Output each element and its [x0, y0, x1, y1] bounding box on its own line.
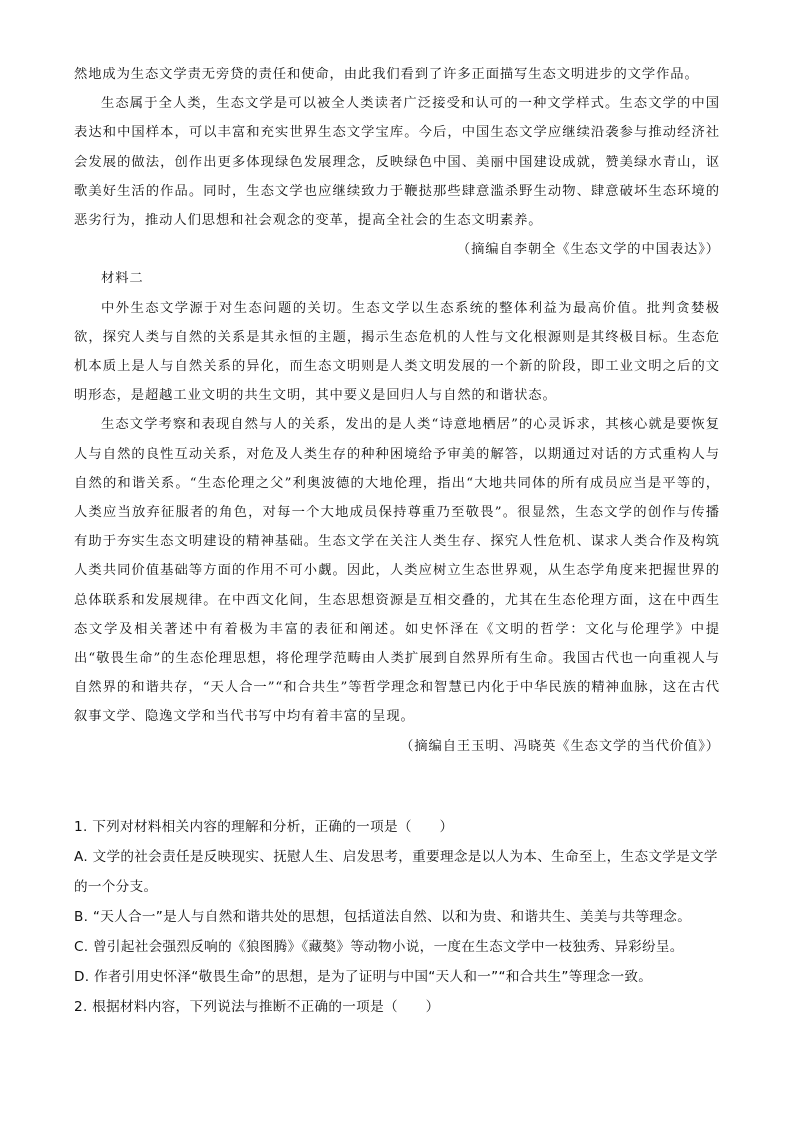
question-1-option-d: D. 作者引用史怀泽“敬畏生命”的思想，是为了证明与中国“天人和一”“和合共生”等理念一致。	[74, 969, 653, 985]
material-two-heading: 材料二	[101, 271, 144, 287]
paragraph-ecology-for-humanity: 生态属于全人类，生态文学是可以被全人类读者广泛接受和认可的一种文学样式。生态文学的中国表达和中国样本，可以丰富和充实世界生态文学宝库。今后，中国生态文学应继续沿袭参与推动经济社会发展的做法，创作出更多体现绿色发展理念，反映绿色中国、美丽中国建设成就，赞美绿水青山，讴歌美好生活的作品。同时，生态文学也应继续致力于鞭挞那些肆意滥杀野生动物、肆意破坏生态环境的恶劣行为，推动人们思想和社会观念的变革，提高全社会的生态文明素养。	[74, 96, 720, 229]
paragraph-ecology-relations: 生态文学考察和表现自然与人的关系，发出的是人类“诗意地栖居”的心灵诉求，其核心就是要恢复人与自然的良性互动关系，对危及人类生存的种种困境给予审美的解答，以期通过对话的方式重构人与自然的和谐关系。“生态伦理之父”利奥波德的大地伦理，指出“大地共同体的所有成员应当是平等的，人类应当放弃征服者的角色，对每一个大地成员保持尊重乃至敬畏”。很显然，生态文学的创作与传播有助于夯实生态文明建设的精神基础。生态文学在关注人类生存、探究人性危机、谋求人类合作及构筑人类共同价值基础等方面的作用不可小觑。因此，人类应树立生态世界观，从生态学角度来把握世界的总体联系和发展规律。在中西文化间，生态思想资源是互相交叠的，尤其在生态伦理方面，这在中西生态文学及相关著述中有着极为丰富的表征和阐述。如史怀泽在《文明的哲学：文化与伦理学》中提出“敬畏生命”的生态伦理思想，将伦理学范畴由人类扩展到自然界所有生命。我国古代也一向重视人与自然界的和谐共存，“天人合一”“和合共生”等哲学理念和智慧已内化于中华民族的精神血脉，这在古代叙事文学、隐逸文学和当代书写中均有着丰富的呈现。	[74, 417, 720, 725]
question-1-option-b: B. “天人合一”是人与自然和谐共处的思想，包括道法自然、以和为贵、和谐共生、美美与共等理念。	[74, 909, 692, 925]
paragraph-continued: 然地成为生态文学责无旁贷的责任和使命，由此我们看到了许多正面描写生态文明进步的文学作品。	[74, 67, 699, 82]
question-1: 1. 下列对材料相关内容的理解和分析，正确的一项是（ ）	[74, 819, 454, 835]
source-citation-1: （摘编自李朝全《生态文学的中国表达》）	[456, 242, 720, 258]
question-section	[74, 812, 724, 1022]
question-2: 2. 根据材料内容，下列说法与推断不正确的一项是（ ）	[74, 999, 440, 1015]
question-1-option-a: A. 文学的社会责任是反映现实、抚慰人生、启发思考，重要理念是以人为本、生命至上，生态文学是文学的一个分支。	[74, 849, 718, 895]
question-1-option-c: C. 曾引起社会强烈反响的《狼图腾》《藏獒》等动物小说，一度在生态文学中一枝独秀、异彩纷呈。	[74, 939, 684, 955]
source-citation-2: （摘编自王玉明、冯晓英《生态文学的当代价值》）	[400, 738, 720, 754]
paragraph-ecology-origins: 中外生态文学源于对生态问题的关切。生态文学以生态系统的整体利益为最高价值。批判贪婪极欲，探究人类与自然的关系是其永恒的主题，揭示生态危机的人性与文化根源则是其终极目标。生态危机本质上是人与自然关系的异化，而生态文明则是人类文明发展的一个新的阶段，即工业文明之后的文明形态，是超越工业文明的共生文明，其中要义是回归人与自然的和谐状态。	[74, 300, 720, 404]
reading-material	[74, 60, 720, 761]
